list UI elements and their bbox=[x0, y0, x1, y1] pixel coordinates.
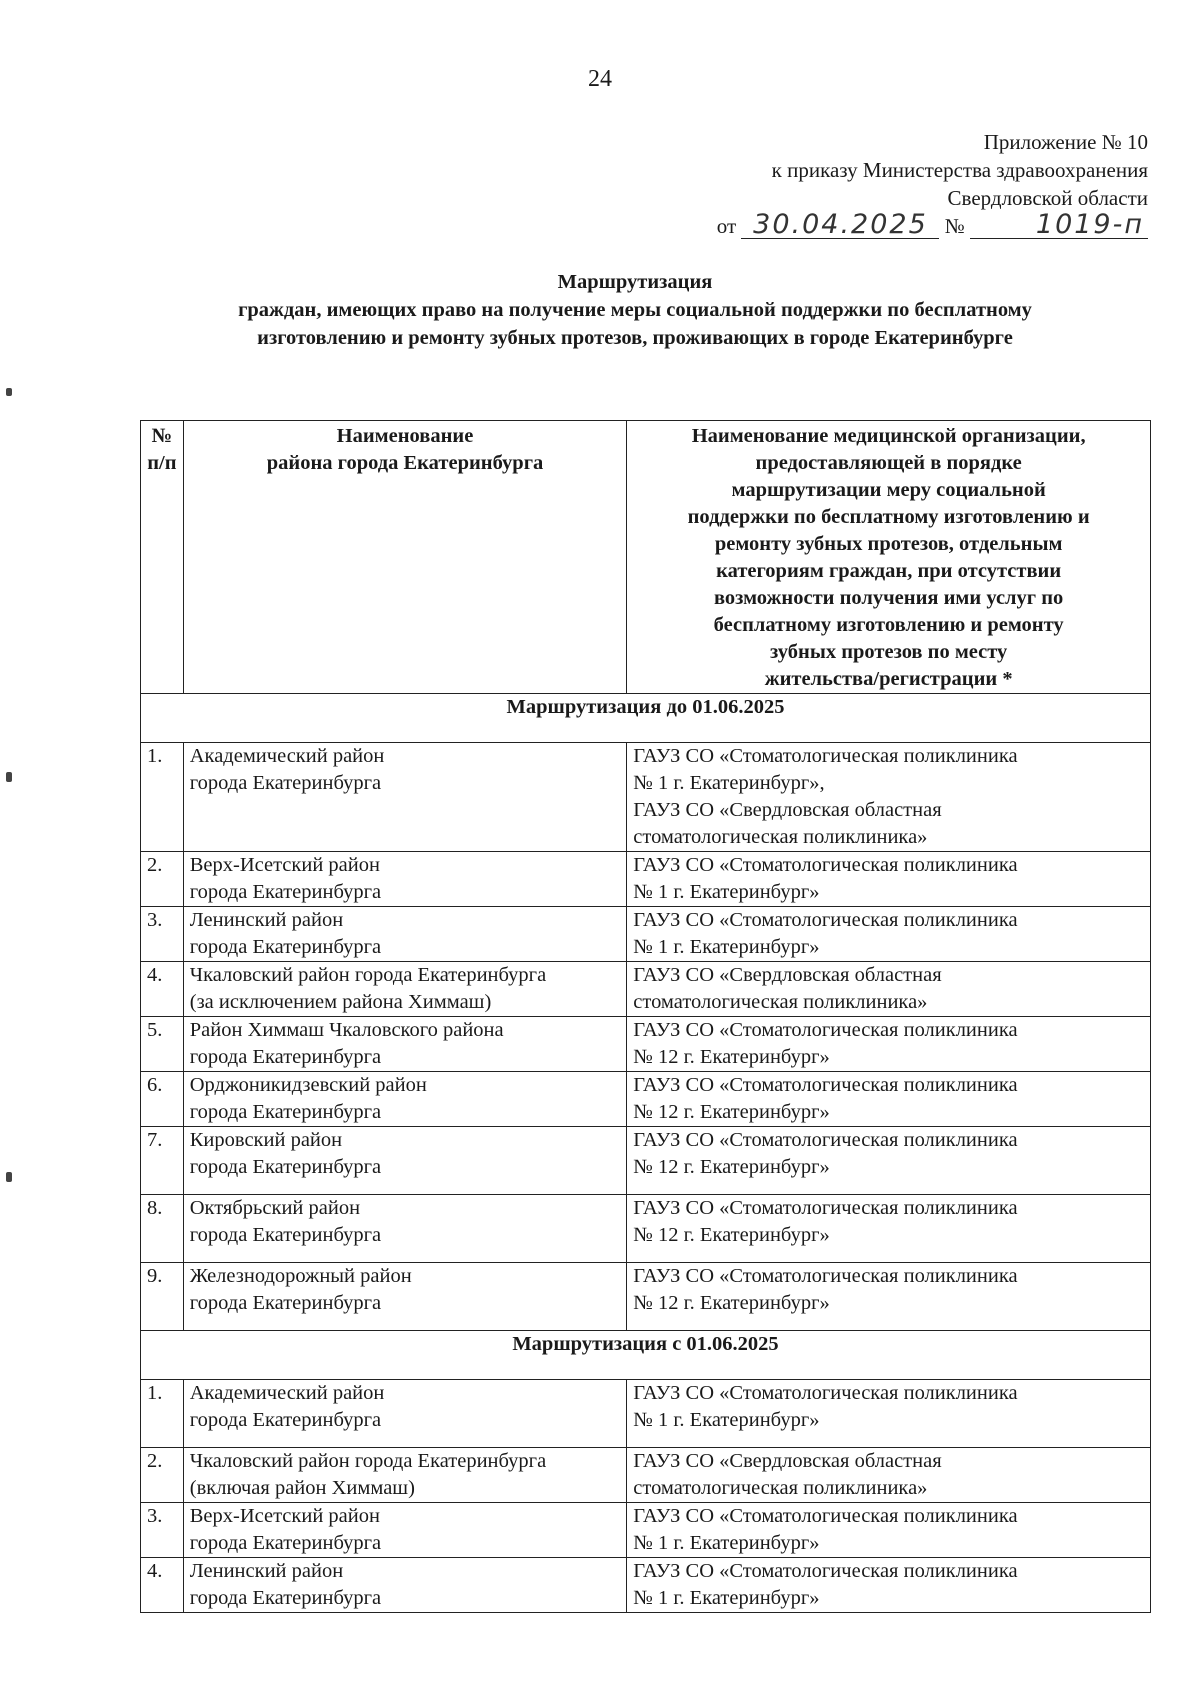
row-number: 4. bbox=[141, 1558, 184, 1613]
page-number: 24 bbox=[588, 66, 612, 92]
header-line: п/п bbox=[147, 452, 177, 474]
district-cell-line: Октябрьский район bbox=[189, 1197, 361, 1219]
table-row bbox=[141, 1558, 1151, 1613]
district-cell bbox=[183, 1195, 627, 1263]
district-cell-line: города Екатеринбурга bbox=[189, 772, 382, 794]
table-row bbox=[141, 1017, 1151, 1072]
district-cell-line: Чкаловский район города Екатеринбурга bbox=[189, 1450, 547, 1472]
district-cell-line: города Екатеринбурга bbox=[189, 1587, 382, 1609]
organization-cell bbox=[627, 1380, 1151, 1448]
organization-cell-line: стоматологическая поликлиника» bbox=[633, 991, 928, 1013]
table-row bbox=[141, 852, 1151, 907]
header-line: жительства/регистрации * bbox=[764, 668, 1013, 690]
row-number: 7. bbox=[141, 1127, 184, 1195]
row-number: 8. bbox=[141, 1195, 184, 1263]
table-row bbox=[141, 1127, 1151, 1195]
district-cell bbox=[183, 743, 627, 852]
organization-cell-line: ГАУЗ СО «Стоматологическая поликлиника bbox=[633, 1019, 1018, 1041]
organization-cell-line: ГАУЗ СО «Стоматологическая поликлиника bbox=[633, 1382, 1018, 1404]
header-line: Наименование медицинской организации, bbox=[691, 425, 1086, 447]
organization-cell-line: ГАУЗ СО «Стоматологическая поликлиника bbox=[633, 1505, 1018, 1527]
from-label: от bbox=[716, 214, 737, 238]
row-number: 4. bbox=[141, 962, 184, 1017]
table-header-row bbox=[141, 421, 1151, 694]
district-cell-line: города Екатеринбурга bbox=[189, 1292, 382, 1314]
organization-cell-line: ГАУЗ СО «Стоматологическая поликлиника bbox=[633, 909, 1018, 931]
district-cell bbox=[183, 1380, 627, 1448]
table-row bbox=[141, 1503, 1151, 1558]
organization-cell-line: № 12 г. Екатеринбург» bbox=[633, 1101, 830, 1123]
district-cell-line: города Екатеринбурга bbox=[189, 1156, 382, 1178]
header-line: маршрутизации меру социальной bbox=[731, 479, 1046, 501]
section-row bbox=[141, 1331, 1151, 1380]
table-row bbox=[141, 743, 1151, 852]
row-number: 5. bbox=[141, 1017, 184, 1072]
organization-cell bbox=[627, 1195, 1151, 1263]
margin-mark bbox=[6, 1172, 12, 1182]
row-number: 1. bbox=[141, 1380, 184, 1448]
district-cell-line: (включая район Химмаш) bbox=[189, 1477, 415, 1499]
header-line: возможности получения ими услуг по bbox=[713, 587, 1064, 609]
table-row bbox=[141, 1263, 1151, 1331]
header-line: бесплатному изготовлению и ремонту bbox=[713, 614, 1064, 636]
district-cell-line: Орджоникидзевский район bbox=[189, 1074, 427, 1096]
table-row bbox=[141, 1072, 1151, 1127]
district-cell bbox=[183, 1448, 627, 1503]
appendix-line-1: Приложение № 10 bbox=[983, 130, 1148, 154]
row-number: 2. bbox=[141, 1448, 184, 1503]
organization-cell-line: ГАУЗ СО «Стоматологическая поликлиника bbox=[633, 854, 1018, 876]
district-cell bbox=[183, 1558, 627, 1613]
header-line: поддержки по бесплатному изготовлению и bbox=[687, 506, 1090, 528]
district-cell bbox=[183, 962, 627, 1017]
organization-cell-line: ГАУЗ СО «Стоматологическая поликлиника bbox=[633, 1265, 1018, 1287]
row-number: 1. bbox=[141, 743, 184, 852]
row-number: 6. bbox=[141, 1072, 184, 1127]
header-line: района города Екатеринбурга bbox=[266, 452, 544, 474]
organization-cell-line: № 12 г. Екатеринбург» bbox=[633, 1224, 830, 1246]
row-number: 9. bbox=[141, 1263, 184, 1331]
handwritten-date: 30.04.2025 bbox=[741, 212, 939, 239]
organization-cell-line: ГАУЗ СО «Свердловская областная bbox=[633, 1450, 942, 1472]
header-line: категориям граждан, при отсутствии bbox=[716, 560, 1062, 582]
district-cell-line: Кировский район bbox=[189, 1129, 343, 1151]
row-number: 2. bbox=[141, 852, 184, 907]
organization-cell bbox=[627, 1448, 1151, 1503]
order-date-number-line bbox=[716, 209, 1148, 240]
organization-cell-line: ГАУЗ СО «Стоматологическая поликлиника bbox=[633, 1129, 1018, 1151]
organization-cell bbox=[627, 1127, 1151, 1195]
table-row bbox=[141, 1380, 1151, 1448]
row-number: 3. bbox=[141, 907, 184, 962]
header-num bbox=[141, 421, 184, 694]
organization-cell-line: № 1 г. Екатеринбург», bbox=[633, 772, 825, 794]
district-cell bbox=[183, 852, 627, 907]
district-cell-line: Ленинский район bbox=[189, 909, 344, 931]
margin-mark bbox=[6, 388, 12, 396]
district-cell-line: города Екатеринбурга bbox=[189, 1532, 382, 1554]
district-cell bbox=[183, 1017, 627, 1072]
district-cell-line: Район Химмаш Чкаловского района bbox=[189, 1019, 504, 1041]
organization-cell-line: ГАУЗ СО «Стоматологическая поликлиника bbox=[633, 745, 1018, 767]
district-cell-line: Верх-Исетский район bbox=[189, 1505, 380, 1527]
district-cell-line: города Екатеринбурга bbox=[189, 1101, 382, 1123]
organization-cell-line: ГАУЗ СО «Свердловская областная bbox=[633, 799, 942, 821]
organization-cell bbox=[627, 1263, 1151, 1331]
header-line: зубных протезов по месту bbox=[769, 641, 1008, 663]
district-cell-line: города Екатеринбурга bbox=[189, 1409, 382, 1431]
margin-mark bbox=[6, 772, 12, 782]
header-line: предоставляющей в порядке bbox=[755, 452, 1022, 474]
district-cell bbox=[183, 1263, 627, 1331]
district-cell bbox=[183, 1127, 627, 1195]
organization-cell-line: № 1 г. Екатеринбург» bbox=[633, 1587, 820, 1609]
organization-cell-line: ГАУЗ СО «Стоматологическая поликлиника bbox=[633, 1074, 1018, 1096]
organization-cell bbox=[627, 1558, 1151, 1613]
title-line-3: изготовлению и ремонту зубных протезов, проживающих в городе Екатеринбурге bbox=[257, 327, 1013, 349]
title-line-1: Маршрутизация bbox=[557, 271, 713, 293]
appendix-line-2: к приказу Министерства здравоохранения bbox=[771, 158, 1148, 182]
organization-cell-line: стоматологическая поликлиника» bbox=[633, 826, 928, 848]
district-cell-line: Академический район bbox=[189, 1382, 385, 1404]
routing-table bbox=[140, 420, 1151, 1613]
organization-cell bbox=[627, 962, 1151, 1017]
section-row bbox=[141, 694, 1151, 743]
district-cell-line: Академический район bbox=[189, 745, 385, 767]
number-label: № bbox=[944, 214, 965, 238]
header-org bbox=[627, 421, 1151, 694]
table-row bbox=[141, 907, 1151, 962]
header-line: ремонту зубных протезов, отдельным bbox=[714, 533, 1063, 555]
district-cell bbox=[183, 1503, 627, 1558]
district-cell-line: Ленинский район bbox=[189, 1560, 344, 1582]
table-row bbox=[141, 962, 1151, 1017]
document-title bbox=[140, 268, 1130, 352]
organization-cell bbox=[627, 1017, 1151, 1072]
appendix-line-3: Свердловской области bbox=[947, 186, 1148, 210]
section-title-before: Маршрутизация до 01.06.2025 bbox=[141, 694, 1151, 743]
table-row bbox=[141, 1195, 1151, 1263]
district-cell-line: Чкаловский район города Екатеринбурга bbox=[189, 964, 547, 986]
organization-cell-line: стоматологическая поликлиника» bbox=[633, 1477, 928, 1499]
organization-cell-line: ГАУЗ СО «Стоматологическая поликлиника bbox=[633, 1197, 1018, 1219]
organization-cell-line: № 12 г. Екатеринбург» bbox=[633, 1046, 830, 1068]
organization-cell bbox=[627, 1072, 1151, 1127]
organization-cell bbox=[627, 1503, 1151, 1558]
organization-cell-line: № 1 г. Екатеринбург» bbox=[633, 936, 820, 958]
organization-cell-line: № 1 г. Екатеринбург» bbox=[633, 881, 820, 903]
district-cell bbox=[183, 1072, 627, 1127]
organization-cell-line: № 12 г. Екатеринбург» bbox=[633, 1156, 830, 1178]
organization-cell bbox=[627, 907, 1151, 962]
organization-cell bbox=[627, 852, 1151, 907]
district-cell-line: города Екатеринбурга bbox=[189, 1224, 382, 1246]
organization-cell-line: № 1 г. Екатеринбург» bbox=[633, 1409, 820, 1431]
handwritten-order-number: 1019-п bbox=[970, 212, 1148, 239]
district-cell-line: Верх-Исетский район bbox=[189, 854, 380, 876]
organization-cell-line: № 12 г. Екатеринбург» bbox=[633, 1292, 830, 1314]
district-cell bbox=[183, 907, 627, 962]
header-line: Наименование bbox=[336, 425, 474, 447]
organization-cell-line: № 1 г. Екатеринбург» bbox=[633, 1532, 820, 1554]
district-cell-line: (за исключением района Химмаш) bbox=[189, 991, 492, 1013]
district-cell-line: города Екатеринбурга bbox=[189, 881, 382, 903]
header-line: № bbox=[151, 425, 173, 447]
title-line-2: граждан, имеющих право на получение меры социальной поддержки по бесплатному bbox=[238, 299, 1032, 321]
organization-cell-line: ГАУЗ СО «Свердловская областная bbox=[633, 964, 942, 986]
district-cell-line: города Екатеринбурга bbox=[189, 1046, 382, 1068]
appendix-block bbox=[717, 128, 1148, 240]
header-district bbox=[183, 421, 627, 694]
row-number: 3. bbox=[141, 1503, 184, 1558]
district-cell-line: Железнодорожный район bbox=[189, 1265, 412, 1287]
organization-cell-line: ГАУЗ СО «Стоматологическая поликлиника bbox=[633, 1560, 1018, 1582]
organization-cell bbox=[627, 743, 1151, 852]
section-title-after: Маршрутизация с 01.06.2025 bbox=[141, 1331, 1151, 1380]
district-cell-line: города Екатеринбурга bbox=[189, 936, 382, 958]
table-row bbox=[141, 1448, 1151, 1503]
